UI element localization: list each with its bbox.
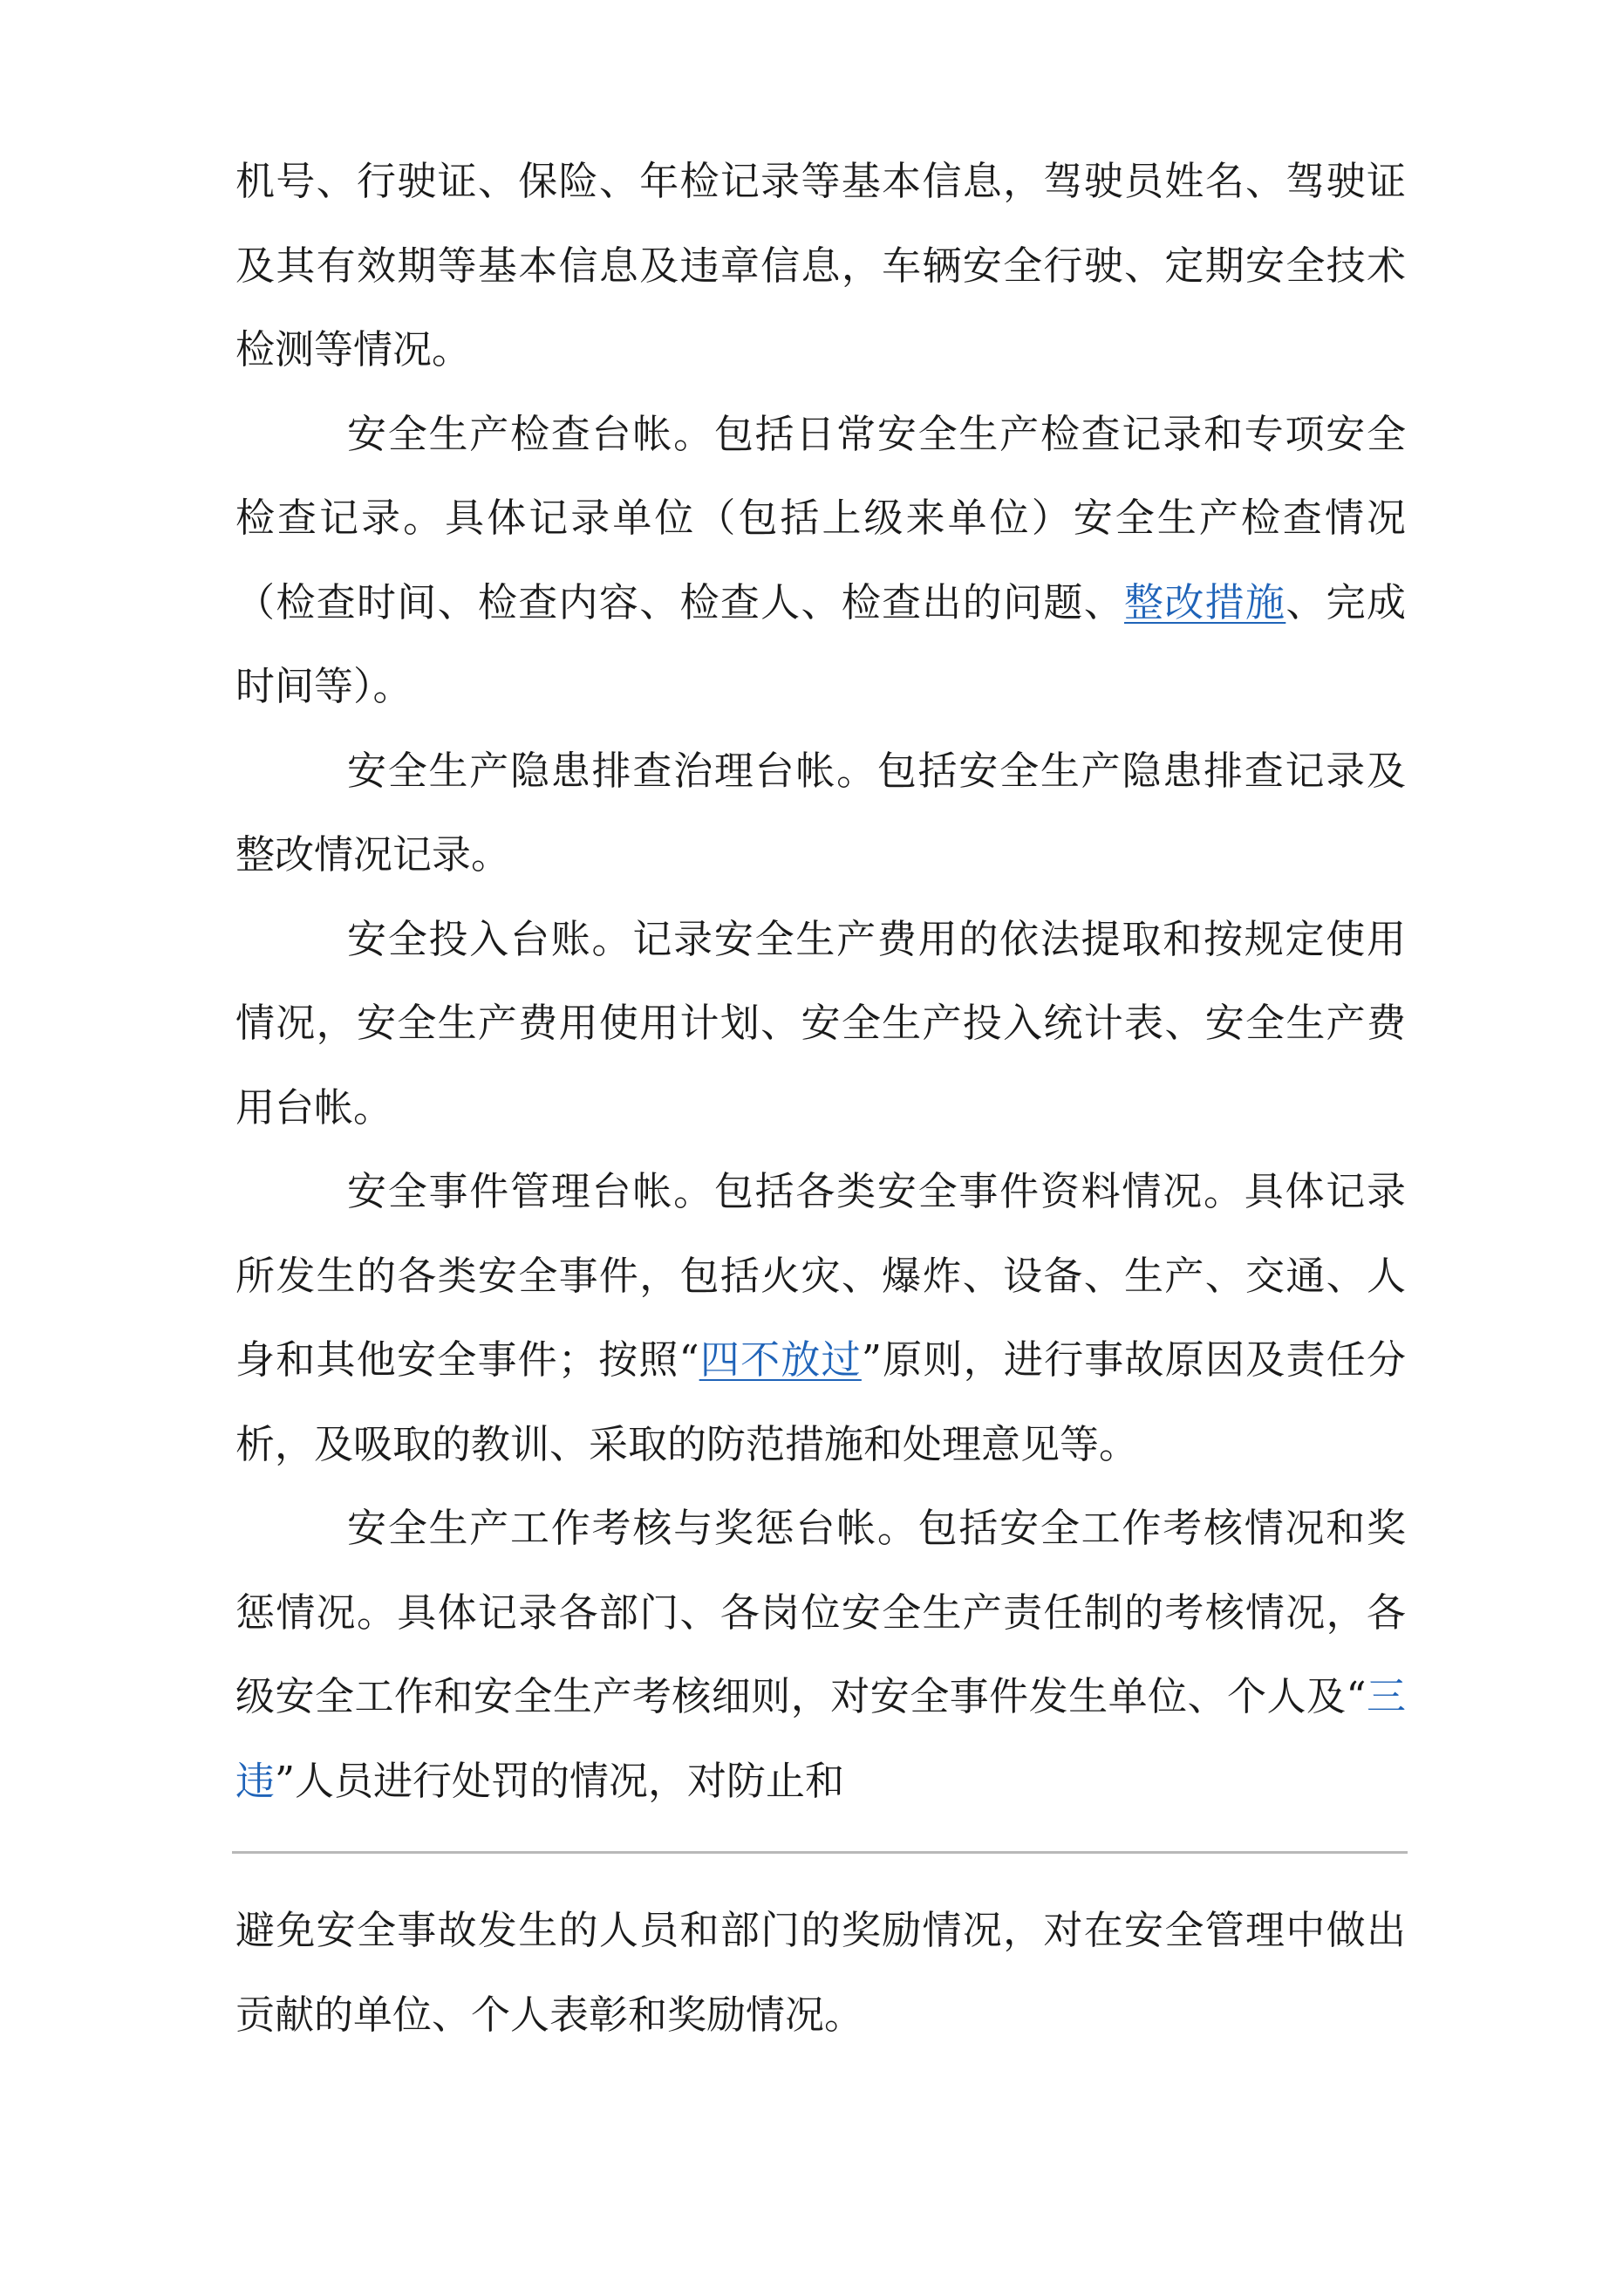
paragraph — [235, 729, 1406, 898]
paragraph-text: 安全投入台账。记录安全生产费用的依法提取和按规定使用情况，安全生产费用使用计划、安全生产投入统计表、安全生产费用台帐。 — [235, 915, 1406, 1131]
paragraph-text: 安全生产检查台帐。包括日常安全生产检查记录和专项安全检查记录。具体记录单位（包括上级来单位）安全生产检查情况（检查时间、检查内容、检查人、检查出的问题、 — [235, 410, 1406, 625]
paragraph — [235, 1150, 1406, 1486]
document-page-bottom — [235, 1889, 1406, 2057]
paragraph-text: 安全生产隐患排查治理台帐。包括安全生产隐患排查记录及整改情况记录。 — [235, 747, 1406, 878]
paragraph — [235, 140, 1406, 393]
paragraph-text: 安全事件管理台帐。包括各类安全事件资料情况。具体记录所发生的各类安全事件，包括火灾、爆炸、设备、生产、交通、人身和其他安全事件；按照“ — [235, 1168, 1406, 1383]
paragraph — [235, 1889, 1406, 2057]
inline-link[interactable]: 三违 — [235, 1673, 1406, 1804]
paragraph-text: ”人员进行处罚的情况，对防止和 — [275, 1757, 845, 1804]
paragraph-text: 避免安全事故发生的人员和部门的奖励情况，对在安全管理中做出贡献的单位、个人表彰和奖励情况。 — [235, 1907, 1406, 2038]
paragraph — [235, 393, 1406, 729]
page-divider — [232, 1851, 1408, 1854]
paragraph-text: 安全生产工作考核与奖惩台帐。包括安全工作考核情况和奖惩情况。具体记录各部门、各岗位安全生产责任制的考核情况，各级安全工作和安全生产考核细则，对安全事件发生单位、个人及“ — [235, 1505, 1406, 1719]
inline-link[interactable]: 整改措施 — [1124, 578, 1286, 625]
paragraph — [235, 1486, 1406, 1823]
paragraph-text: 机号、行驶证、保险、年检记录等基本信息，驾驶员姓名、驾驶证及其有效期等基本信息及违章信息，车辆安全行驶、定期安全技术检测等情况。 — [235, 158, 1406, 372]
paragraph — [235, 898, 1406, 1151]
document-page-top — [235, 140, 1406, 1823]
paragraph-text: 、完成时间等）。 — [235, 578, 1406, 709]
paragraph-text: ”原则，进行事故原因及责任分析，及吸取的教训、采取的防范措施和处理意见等。 — [235, 1336, 1406, 1467]
inline-link[interactable]: 四不放过 — [699, 1336, 862, 1383]
